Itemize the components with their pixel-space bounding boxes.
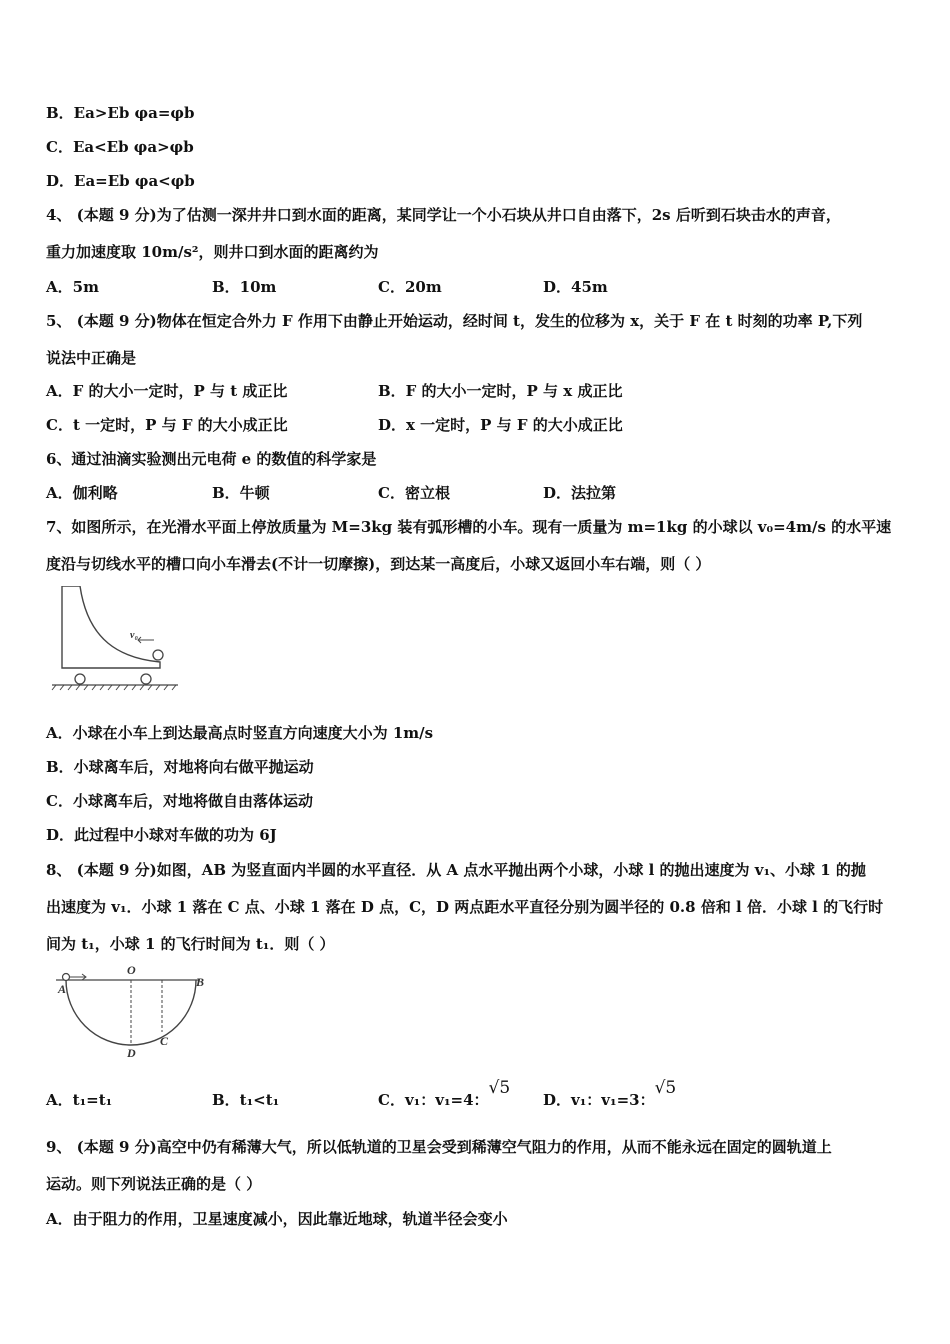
wheel-left bbox=[75, 674, 85, 684]
q3-option-b: B．Ea>Eb φa=φb bbox=[46, 104, 195, 122]
sqrt5-c: √5 bbox=[488, 1078, 511, 1098]
q4-option-a: A．5m bbox=[46, 278, 99, 296]
q3-option-c: C．Ea<Eb φa>φb bbox=[46, 138, 194, 156]
label-a: A bbox=[58, 982, 67, 996]
q6-option-d: D．法拉第 bbox=[543, 484, 617, 502]
ground-hatch bbox=[52, 685, 176, 690]
q8-option-a: A．t₁=t₁ bbox=[46, 1091, 113, 1109]
q8-option-d bbox=[543, 1078, 677, 1110]
q8-semicircle-figure bbox=[48, 962, 218, 1062]
ball-at-a bbox=[63, 974, 70, 981]
q5-option-a: A．F 的大小一定时，P 与 t 成正比 bbox=[46, 382, 288, 400]
q4-stem-line1: 4、 (本题 9 分)为了估测一深井井口到水面的距离，某同学让一个小石块从井口自由落下，2s 后听到石块击水的声音， bbox=[46, 206, 841, 224]
q4-option-b: B．10m bbox=[212, 278, 277, 296]
q6-option-a: A．伽利略 bbox=[46, 484, 118, 502]
q5-option-d: D．x 一定时，P 与 F 的大小成正比 bbox=[378, 416, 623, 434]
wheel-right bbox=[141, 674, 151, 684]
q7-cart-figure bbox=[50, 586, 180, 692]
q3-option-d: D．Ea=Eb φa<φb bbox=[46, 172, 195, 190]
label-b: B bbox=[196, 975, 205, 989]
label-o: O bbox=[127, 963, 136, 977]
ball bbox=[153, 650, 163, 660]
q6-option-b: B．牛顿 bbox=[212, 484, 270, 502]
q6-option-c: C．密立根 bbox=[378, 484, 450, 502]
q8-stem-line3: 间为 t₁，小球 1 的飞行时间为 t₁．则（ ） bbox=[46, 935, 335, 953]
q9-option-a: A．由于阻力的作用，卫星速度减小，因此靠近地球，轨道半径会变小 bbox=[46, 1210, 508, 1228]
q8-stem-line2: 出速度为 v₁．小球 1 落在 C 点、小球 1 落在 D 点，C，D 两点距水平直径分别为圆半径的 0.8 倍和 l 倍．小球 l 的飞行时 bbox=[46, 898, 884, 916]
q4-option-c: C．20m bbox=[378, 278, 442, 296]
q8-option-b: B．t₁<t₁ bbox=[212, 1091, 280, 1109]
cart-body bbox=[62, 586, 160, 668]
q5-stem-line2: 说法中正确是 bbox=[46, 349, 137, 367]
q8-option-c-text: C．v₁：v₁=4： bbox=[378, 1091, 489, 1109]
q8-option-d-text: D．v₁：v₁=3： bbox=[543, 1091, 655, 1109]
v0-label: v₀ bbox=[130, 630, 138, 641]
q7-option-b: B．小球离车后，对地将向右做平抛运动 bbox=[46, 758, 314, 776]
label-d: D bbox=[127, 1046, 136, 1060]
q9-stem-line2: 运动。则下列说法正确的是（ ） bbox=[46, 1175, 262, 1193]
q4-option-d: D．45m bbox=[543, 278, 608, 296]
q4-stem-line2: 重力加速度取 10m/s²，则井口到水面的距离约为 bbox=[46, 243, 379, 261]
q7-option-a: A．小球在小车上到达最高点时竖直方向速度大小为 1m/s bbox=[46, 724, 434, 742]
q7-stem-line1: 7、如图所示，在光滑水平面上停放质量为 M=3kg 装有弧形槽的小车。现有一质量为 m=1kg 的小球以 v₀=4m/s 的水平速 bbox=[46, 518, 892, 536]
q5-option-c: C．t 一定时，P 与 F 的大小成正比 bbox=[46, 416, 288, 434]
q8-option-c bbox=[378, 1078, 511, 1110]
q9-stem-line1: 9、 (本题 9 分)高空中仍有稀薄大气，所以低轨道的卫星会受到稀薄空气阻力的作用，从而不能永远在固定的圆轨道上 bbox=[46, 1138, 832, 1156]
q7-option-d: D．此过程中小球对车做的功为 6J bbox=[46, 826, 277, 844]
sqrt5-d: √5 bbox=[654, 1078, 677, 1098]
q7-option-c: C．小球离车后，对地将做自由落体运动 bbox=[46, 792, 313, 810]
q5-stem-line1: 5、 (本题 9 分)物体在恒定合外力 F 作用下由静止开始运动，经时间 t，发生的位移为 x，关于 F 在 t 时刻的功率 P,下列 bbox=[46, 312, 863, 330]
q7-stem-line2: 度沿与切线水平的槽口向小车滑去(不计一切摩擦)，到达某一高度后，小球又返回小车右端，则（ ） bbox=[46, 555, 711, 573]
label-c: C bbox=[160, 1034, 169, 1048]
q6-stem: 6、通过油滴实验测出元电荷 e 的数值的科学家是 bbox=[46, 450, 377, 468]
q5-option-b: B．F 的大小一定时，P 与 x 成正比 bbox=[378, 382, 623, 400]
q8-stem-line1: 8、 (本题 9 分)如图，AB 为竖直面内半圆的水平直径．从 A 点水平抛出两个小球，小球 l 的抛出速度为 v₁、小球 1 的抛 bbox=[46, 861, 866, 879]
